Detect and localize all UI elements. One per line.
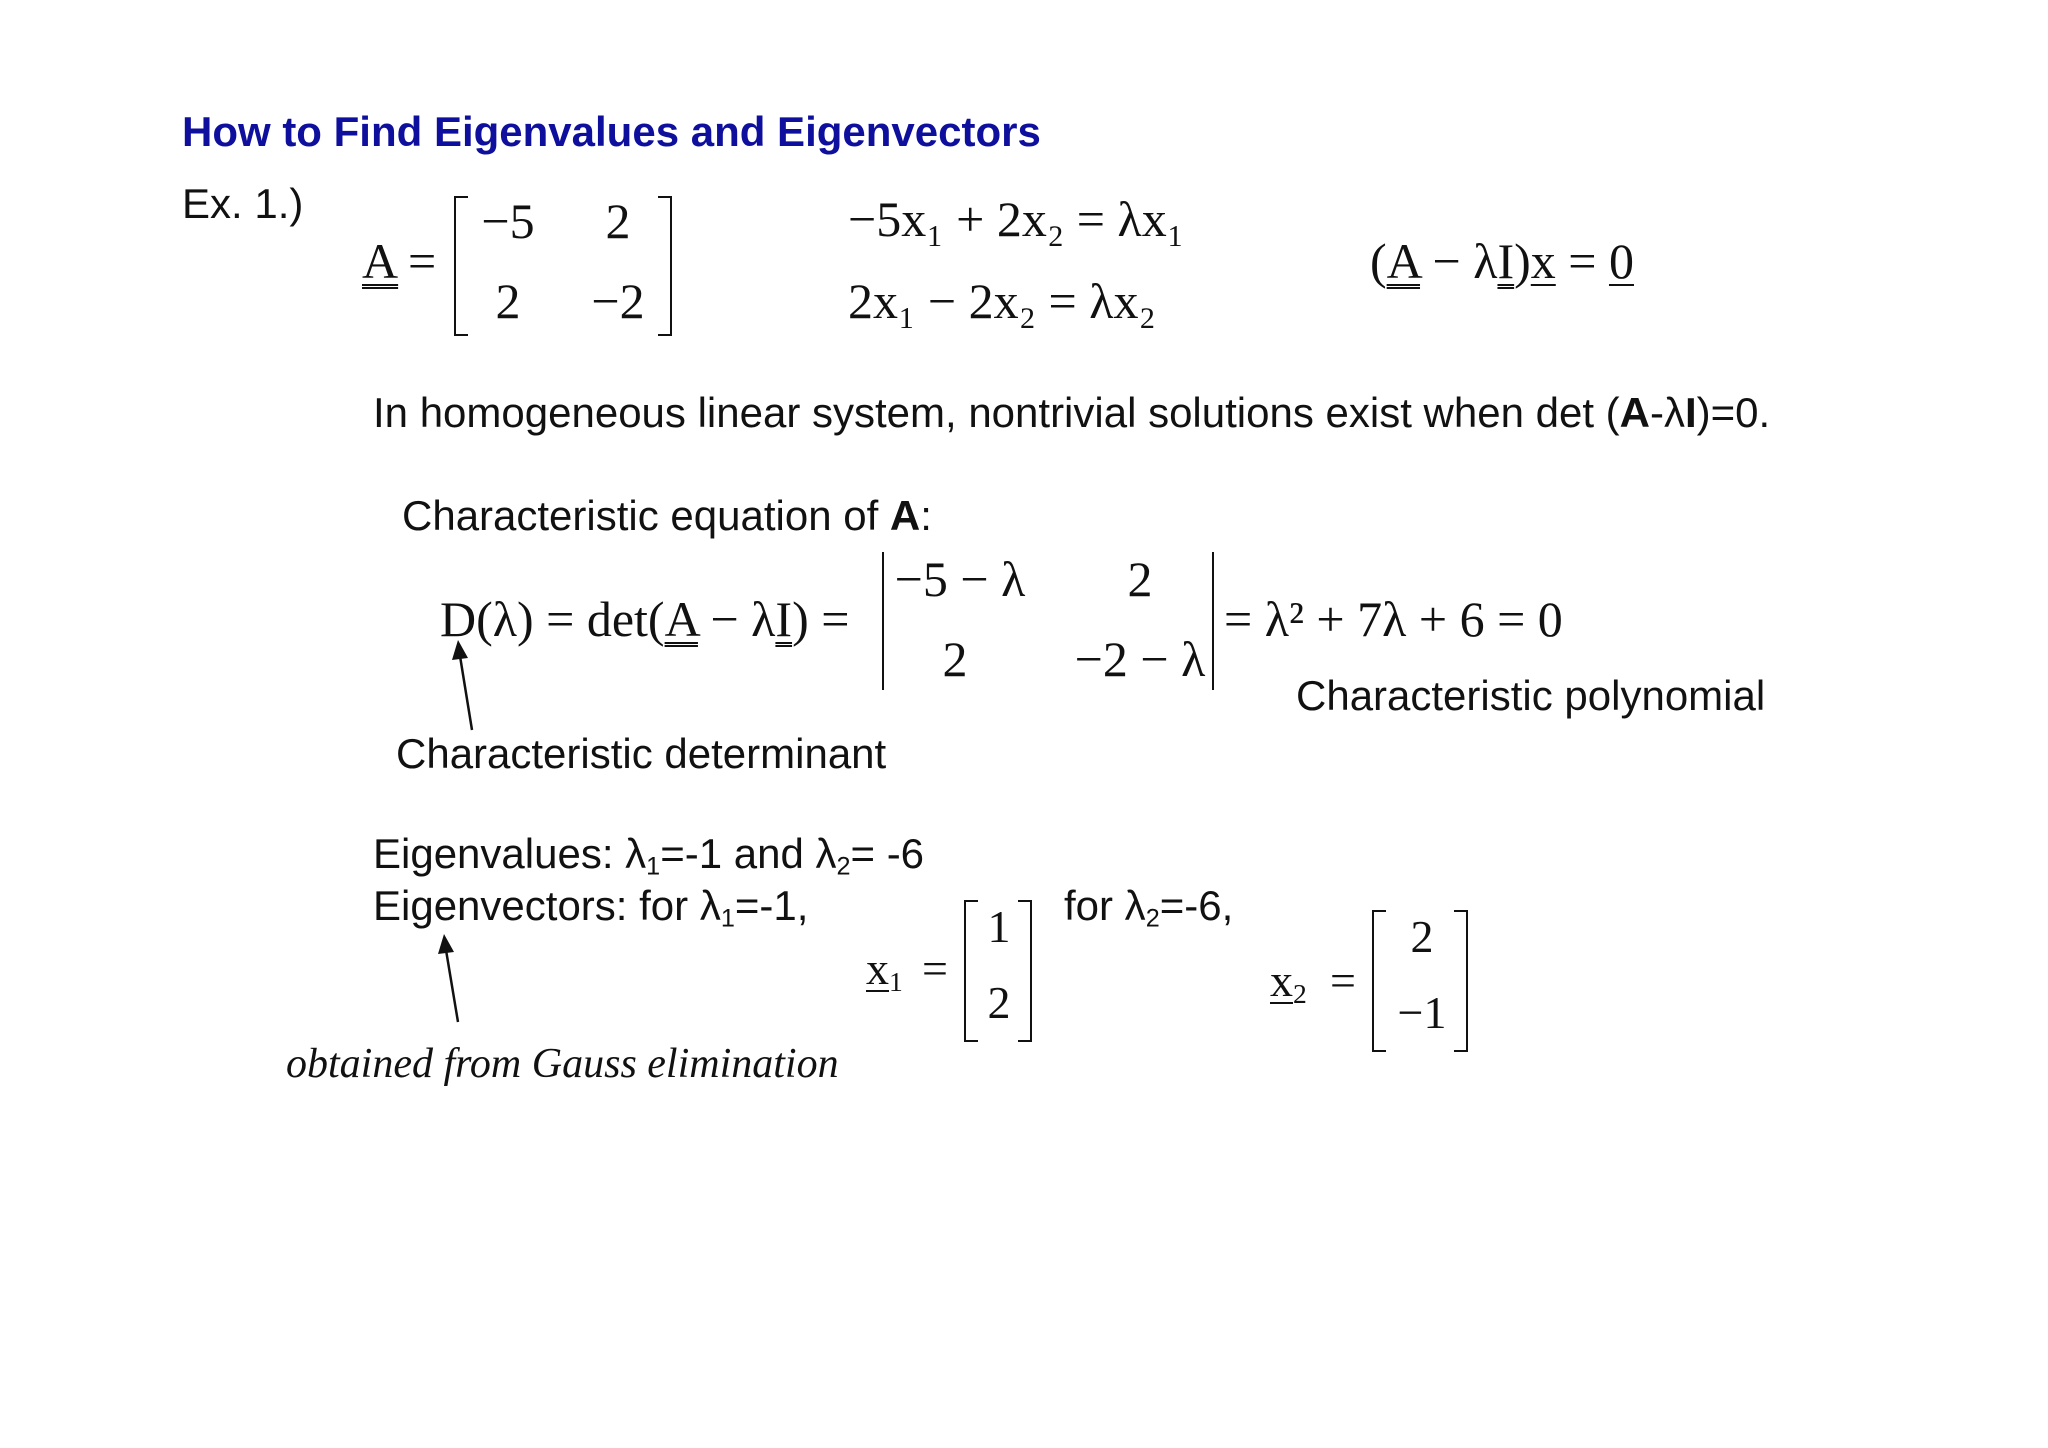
arrowhead-eigenvectors	[438, 934, 454, 954]
eigenvector-x1-entry-1: 1	[987, 901, 1011, 952]
determinant-entry-12: 2	[1127, 551, 1153, 607]
matrix-a-entry-12: 2	[605, 193, 631, 249]
characteristic-determinant-lhs: D(λ) = det(A − λI) =	[440, 591, 850, 647]
arrowhead-characteristic-determinant	[452, 640, 468, 660]
page-title: How to Find Eigenvalues and Eigenvectors	[182, 108, 1041, 155]
eigenvectors-for-lambda2: for $\lambda_2=-6$,	[1064, 882, 1234, 933]
arrow-to-characteristic-determinant	[460, 656, 472, 730]
system-equation-1: −5x₁ + 2x₂ = λx₁	[848, 191, 1185, 247]
eigenvector-x2-entry-1: 2	[1410, 911, 1434, 962]
eigenvectors-line: Eigenvectors: for $\lambda_1=-1$,	[373, 882, 809, 933]
determinant-entry-11: −5 − λ	[894, 551, 1026, 607]
eigenvector-x1-name: $x_1$	[866, 943, 903, 997]
characteristic-polynomial-rhs: = λ² + 7λ + 6 = 0	[1224, 591, 1563, 647]
matrix-a-entry-11: −5	[481, 193, 535, 249]
eigenvector-x1-entry-2: 2	[987, 977, 1011, 1028]
system-equation-2: 2x₁ − 2x₂ = λx₂	[848, 273, 1156, 329]
characteristic-determinant-label: Characteristic determinant	[396, 730, 887, 777]
homogeneous-equation: (A − λI)x = 0	[1370, 233, 1634, 289]
determinant-entry-22: −2 − λ	[1074, 631, 1206, 687]
gauss-elimination-note: obtained from Gauss elimination	[286, 1041, 839, 1087]
eigenvector-x2-entry-2: −1	[1397, 987, 1447, 1038]
matrix-a-entry-21: 2	[495, 273, 521, 329]
eigenvector-x2-name: $x_2$	[1270, 955, 1307, 1009]
eigenvector-x2-equals: =	[1330, 955, 1356, 1006]
matrix-a-name: A	[362, 233, 399, 289]
characteristic-equation-heading: Characteristic equation of A:	[402, 492, 932, 539]
homogeneous-statement: In homogeneous linear system, nontrivial solutions exist when det (A-λI)=0.	[373, 389, 1771, 436]
determinant-entry-21: 2	[942, 631, 968, 687]
characteristic-polynomial-label: Characteristic polynomial	[1296, 672, 1766, 719]
eigenvector-x1-equals: =	[922, 943, 948, 994]
arrow-to-eigenvectors	[446, 950, 458, 1022]
matrix-a-equals: =	[408, 233, 437, 289]
matrix-a-entry-22: −2	[591, 273, 645, 329]
example-label: Ex. 1.)	[182, 180, 304, 227]
eigenvalues-line: Eigenvalues: $\lambda_1=-1$ and $\lambda_2= -6$	[373, 830, 925, 881]
